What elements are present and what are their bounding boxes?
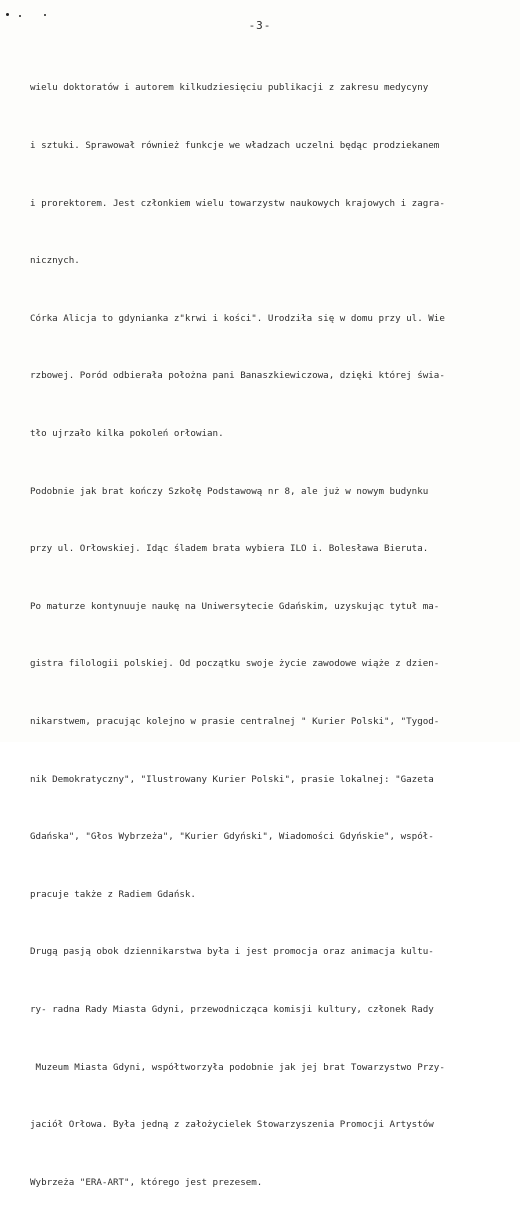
text-line: i prorektorem. Jest członkiem wielu towarzystw naukowych krajowych i zagra- xyxy=(30,197,445,209)
text-line: ry- radna Rady Miasta Gdyni, przewodnicząca komisji kultury, członek Rady xyxy=(30,1003,434,1015)
ink-speck xyxy=(19,15,21,17)
text-line: Gdańska", "Głos Wybrzeża", "Kurier Gdyński", Wiadomości Gdyńskie", współ- xyxy=(30,831,434,843)
text-line: gistra filologii polskiej. Od początku swoje życie zawodowe wiąże z dzien- xyxy=(30,658,440,670)
text-line: jaciół Orłowa. Była jedną z założycielek Stowarzyszenia Promocji Artystów xyxy=(30,1119,434,1131)
text-line: Muzeum Miasta Gdyni, współtworzyła podobnie jak jej brat Towarzystwo Przy- xyxy=(30,1061,445,1073)
text-line: wielu doktoratów i autorem kilkudziesięciu publikacji z zakresu medycyny xyxy=(30,82,429,94)
body-text xyxy=(30,40,500,1230)
text-line: pracuje także z Radiem Gdańsk. xyxy=(30,888,196,900)
text-line: Wybrzeża "ERA-ART", którego jest prezesem. xyxy=(30,1176,263,1188)
text-line: Drugą pasją obok dziennikarstwa była i jest promocja oraz animacja kultu- xyxy=(30,946,434,958)
text-line: nik Demokratyczny", "Ilustrowany Kurier Polski", prasie lokalnej: "Gazeta xyxy=(30,773,434,785)
page-number: -3- xyxy=(248,19,272,32)
text-line: Po maturze kontynuuje naukę na Uniwersytecie Gdańskim, uzyskując tytuł ma- xyxy=(30,600,440,612)
ink-speck xyxy=(6,13,9,16)
ink-speck xyxy=(44,14,46,16)
text-line: i sztuki. Sprawował również funkcje we władzach uczelni będąc prodziekanem xyxy=(30,140,440,151)
text-line: Córka Alicja to gdynianka z"krwi i kości". Urodziła się w domu przy ul. Wie xyxy=(30,312,445,324)
text-line: rzbowej. Poród odbierała położna pani Banaszkiewiczowa, dzięki której świa- xyxy=(30,370,445,382)
text-line: Podobnie jak brat kończy Szkołę Podstawową nr 8, ale już w nowym budynku xyxy=(30,485,429,497)
text-line: tło ujrzało kilka pokoleń orłowian. xyxy=(30,427,224,439)
text-line: nicznych. xyxy=(30,255,80,267)
text-line: nikarstwem, pracując kolejno w prasie centralnej " Kurier Polski", "Tygod- xyxy=(30,715,440,727)
text-line: przy ul. Orłowskiej. Idąc śladem brata wybiera ILO i. Bolesława Bieruta. xyxy=(30,543,429,555)
